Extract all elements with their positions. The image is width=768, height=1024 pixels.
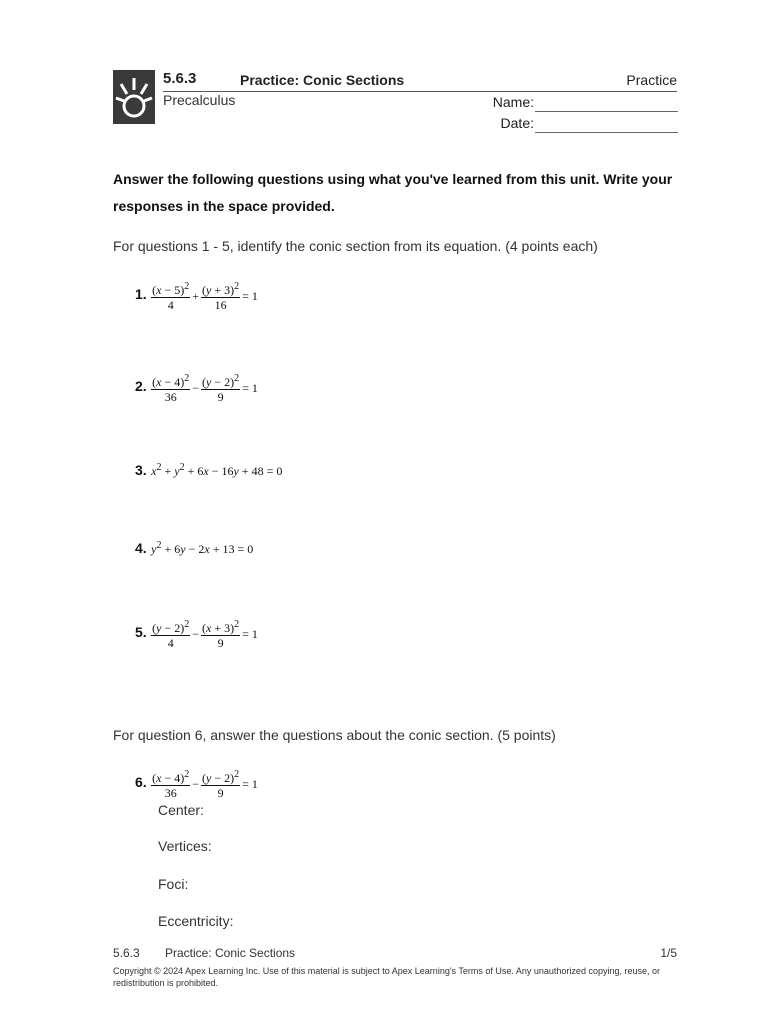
question-number: 5. bbox=[135, 623, 147, 640]
footer-unit-number: 5.6.3 bbox=[113, 946, 140, 960]
question-1 bbox=[135, 280, 260, 312]
question-1-equation: $\frac{(x - 5)^2}{4}$ + $\frac{(y + 3)^2}{16}$ = 1 bbox=[152, 281, 258, 312]
question-4-equation: $y^2 + 6y - 2x + 13 = 0$ bbox=[151, 540, 254, 556]
question-number: 6. bbox=[135, 773, 147, 790]
question-2-equation: $\frac{(x - 4)^2}{36}$ − $\frac{(y - 2)^2}{9}$ = 1 bbox=[152, 373, 258, 404]
question-3 bbox=[135, 462, 282, 480]
section2-directions: For question 6, answer the questions about the conic section. (5 points) bbox=[113, 727, 556, 743]
instructions: Answer the following questions using what you've learned from this unit. Write your responses in the space provided. bbox=[113, 171, 673, 214]
question-number: 3. bbox=[135, 462, 147, 478]
name-label: Name: bbox=[492, 94, 534, 110]
question-2 bbox=[135, 372, 260, 404]
date-field[interactable] bbox=[535, 132, 678, 133]
eccentricity-prompt: Eccentricity: bbox=[158, 913, 234, 929]
question-6-equation: $\frac{(x - 4)^2}{36}$ − $\frac{(y - 2)^2}{9}$ = 1 bbox=[152, 769, 258, 800]
question-6 bbox=[135, 768, 260, 800]
vertices-prompt: Vertices: bbox=[158, 838, 212, 854]
lightbulb-icon bbox=[113, 70, 155, 124]
course-name: Precalculus bbox=[163, 92, 236, 108]
question-number: 1. bbox=[135, 285, 147, 302]
question-5-equation: $\frac{(y - 2)^2}{4}$ − $\frac{(x + 3)^2}{9}$ = 1 bbox=[152, 619, 258, 650]
practice-type-label: Practice bbox=[626, 72, 677, 88]
section1-directions: For questions 1 - 5, identify the conic section from its equation. (4 points each) bbox=[113, 238, 598, 254]
apex-logo bbox=[113, 70, 155, 124]
unit-number: 5.6.3 bbox=[163, 70, 197, 87]
center-prompt: Center: bbox=[158, 802, 204, 818]
question-number: 4. bbox=[135, 540, 147, 556]
question-number: 2. bbox=[135, 377, 147, 394]
question-3-equation: $x^2 + y^2 + 6x - 16y + 48 = 0$ bbox=[151, 462, 283, 478]
foci-prompt: Foci: bbox=[158, 876, 189, 892]
copyright-notice: Copyright © 2024 Apex Learning Inc. Use of this material is subject to Apex Learning's Terms of Use. Any unauthorized copying, reuse, or redistribution is prohibited. bbox=[113, 966, 660, 988]
date-label: Date: bbox=[500, 115, 534, 131]
question-4 bbox=[135, 540, 253, 558]
name-field[interactable] bbox=[535, 111, 678, 112]
header-divider bbox=[163, 91, 677, 92]
footer-title: Practice: Conic Sections bbox=[165, 946, 296, 960]
page-number: 1/5 bbox=[660, 946, 677, 960]
practice-title: Practice: Conic Sections bbox=[240, 72, 405, 88]
question-5 bbox=[135, 618, 260, 650]
